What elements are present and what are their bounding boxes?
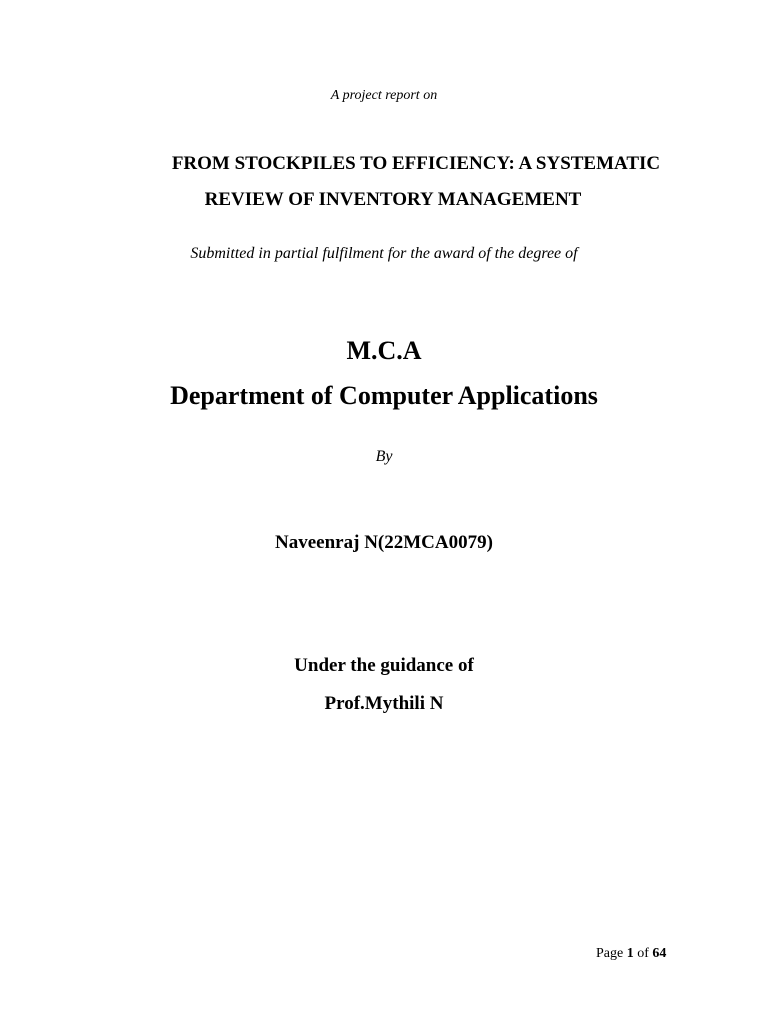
report-title-line-1: FROM STOCKPILES TO EFFICIENCY: A SYSTEMATIC — [171, 153, 661, 174]
of-label: of — [637, 946, 649, 961]
department-name: Department of Computer Applications — [170, 381, 598, 410]
guidance-label: Under the guidance of — [294, 655, 474, 676]
report-intro: A project report on — [330, 88, 438, 103]
total-pages: 64 — [652, 946, 667, 961]
report-title-line-2: REVIEW OF INVENTORY MANAGEMENT — [204, 189, 582, 210]
guide-name: Prof.Mythili N — [324, 693, 444, 714]
by-label: By — [375, 448, 393, 465]
page-label: Page — [596, 946, 624, 961]
author-name: Naveenraj N(22MCA0079) — [275, 532, 493, 553]
page-number — [596, 947, 666, 961]
submission-statement: Submitted in partial fulfilment for the award of the degree of — [190, 245, 578, 262]
current-page: 1 — [626, 946, 634, 961]
degree-name: M.C.A — [346, 336, 422, 365]
